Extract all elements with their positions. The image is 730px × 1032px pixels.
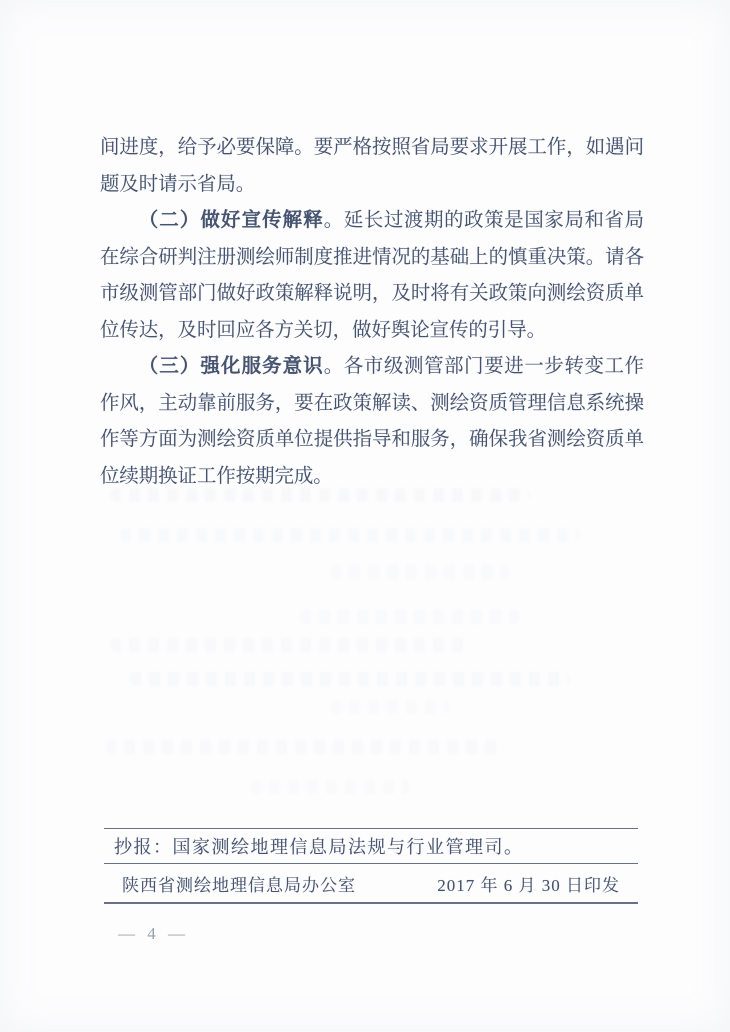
footer-rule-bottom — [104, 902, 638, 904]
paragraph-text: 。延长过渡期的政策是国家局和省局在综合研判注册测绘师制度推进情况的基础上的慎重决策。请各市级测管部门做好政策解释说明，及时将有关政策向测绘资质单位传达，及时回应各方关切，做好舆论宣传的引导。 — [100, 210, 645, 341]
document-body — [100, 130, 644, 495]
print-date-label: 2017 年 6 月 30 日印发 — [437, 875, 620, 895]
cc-note-row — [104, 829, 638, 863]
scan-bleedthrough-artifact — [120, 528, 580, 542]
section-heading: （二）做好宣传解释 — [138, 210, 324, 231]
imprint-row — [104, 864, 638, 902]
issuing-office-label: 陕西省测绘地理信息局办公室 — [122, 875, 356, 895]
section-heading: （三）强化服务意识 — [138, 356, 324, 377]
paragraph-section-3 — [100, 349, 644, 495]
scan-bleedthrough-artifact — [330, 565, 510, 579]
paragraph-section-2 — [100, 203, 644, 349]
scan-bleedthrough-artifact — [105, 740, 505, 754]
scan-bleedthrough-artifact — [130, 672, 570, 686]
scan-bleedthrough-artifact — [110, 488, 530, 502]
scan-bleedthrough-artifact — [250, 780, 410, 794]
paragraph-continuation — [100, 130, 644, 203]
scan-bleedthrough-artifact — [330, 700, 450, 714]
paragraph-text: 。各市级测管部门要进一步转变工作作风，主动靠前服务，要在政策解读、测绘资质管理信息系统操作等方面为测绘资质单位提供指导和服务，确保我省测绘资质单位续期换证工作按期完成。 — [100, 356, 645, 487]
scan-bleedthrough-artifact — [110, 638, 470, 652]
paragraph-text: 间进度，给予必要保障。要严格按照省局要求开展工作，如遇问题及时请示省局。 — [100, 137, 644, 195]
page-number: — 4 — — [118, 924, 189, 943]
scan-bleedthrough-artifact — [300, 610, 520, 624]
cc-note-label: 抄报：国家测绘地理信息局法规与行业管理司。 — [114, 837, 524, 857]
